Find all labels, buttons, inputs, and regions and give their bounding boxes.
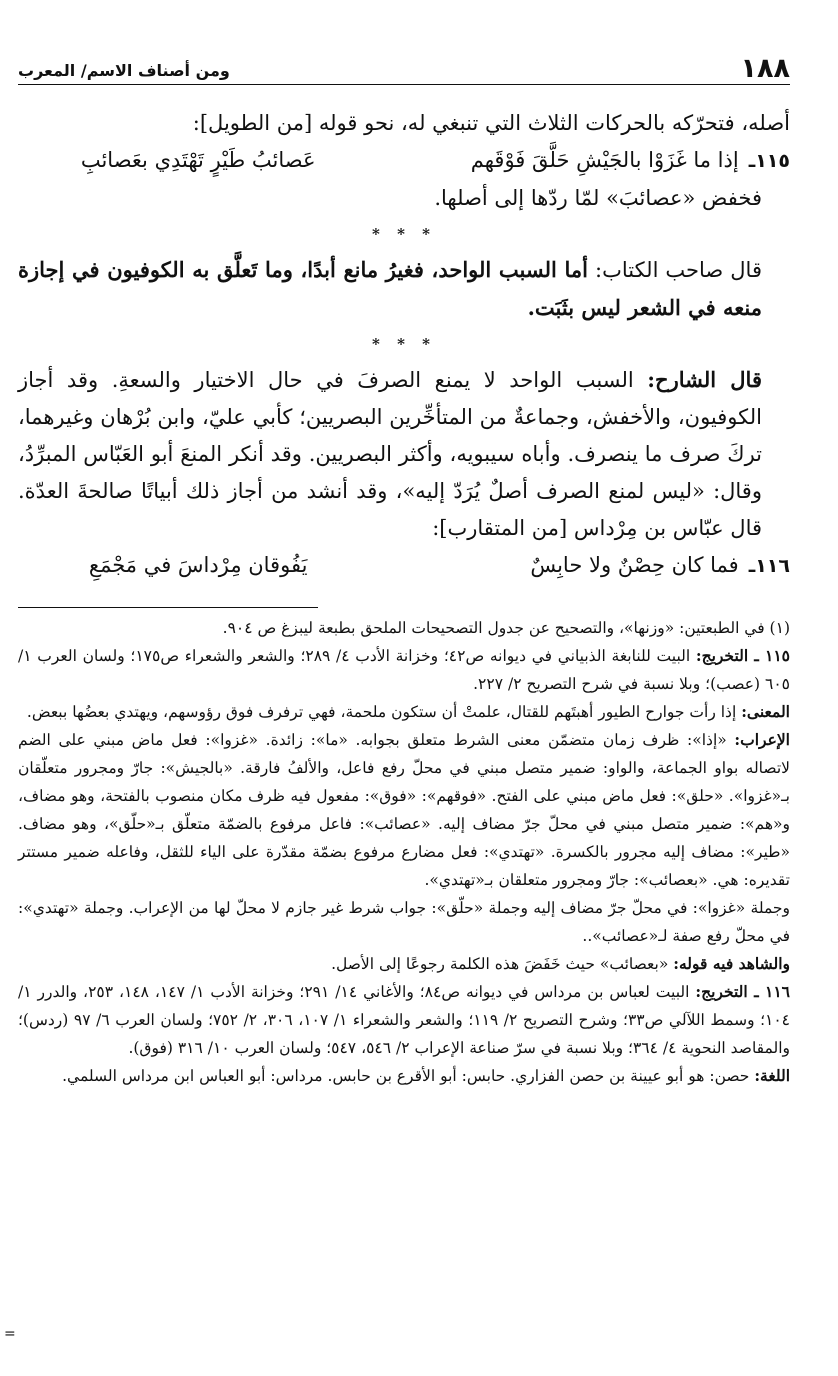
- main-text: [18, 105, 790, 585]
- verse-hemistich-second: يَفُوقان مِرْداسَ في مَجْمَعِ: [88, 553, 308, 577]
- author-quote: [18, 251, 790, 327]
- verse-hemistich-first: إذا ما غَزَوْا بالجَيْشِ حَلَّقَ فَوْقَهم: [470, 148, 739, 172]
- verse-115: [18, 142, 790, 180]
- book-page: [18, 50, 790, 1090]
- page-header: [18, 50, 790, 85]
- sharih-text: السبب الواحد لا يمنع الصرفَ في حال الاختيار والسعةِ. وقد أجاز الكوفيون، والأخفش، وجماعةٌ من المتأخِّرين البصريين؛ كأبي عليّ، وابن بُرْهان وغيرهما، تركَ صرف ما ينصرف. وأباه سيبويه، وأكثر البصريين. وقد أنكر المنعَ أبو العَبّاس المبرِّدُ، وقال: «ليس لمنع الصرف أصلٌ يُرَدّ إليه»، وقد أنشد من أجاز ذلك أبياتًا صالحةَ العدّة. قال عبّاس بن مِرْداس [من المتقارب]:: [18, 368, 762, 540]
- fn-label: ١١٥ ـ التخريج:: [695, 646, 790, 665]
- footnote-115-maana: [18, 698, 790, 726]
- footnote-115-jumla: وجملة «غزوا»: في محلّ جرّ مضاف إليه وجملة «حلّق»: جواب شرط غير جازم لا محلّ لها من الإعراب. وجملة «تهتدي»: في محلّ رفع صفة لـ«عصائب»..: [18, 899, 790, 945]
- fn-text: حصن: هو أبو عيينة بن حصن الفزاري. حابس: أبو الأقرع بن حابس. مرداس: أبو العباس ابن مرداس السلمي.: [62, 1067, 750, 1085]
- footnote-separator: [18, 607, 318, 608]
- author-bold-text: أما السبب الواحد، فغيرُ مانع أبدًا، وما تَعلَّق به الكوفيون في إجازة منعه في الشعر ليس بثَبَت.: [18, 257, 762, 320]
- fn-label: ١١٦ ـ التخريج:: [695, 982, 791, 1001]
- footnote-115-irab: [18, 726, 790, 894]
- footnote-116-lugha: [18, 1062, 790, 1090]
- commentary-paragraph: [18, 361, 790, 547]
- verse-number: ١١٥ـ: [748, 150, 790, 172]
- verse-116: [18, 547, 790, 585]
- fn-label: اللغة:: [754, 1066, 790, 1085]
- footnote-115-takhrij: [18, 642, 790, 698]
- footnotes: [18, 614, 790, 1090]
- verse-hemistich-second: عَصائبُ طَيْرٍ تَهْتَدِي بعَصائبِ: [80, 148, 316, 172]
- page-number: ١٨٨: [740, 53, 790, 84]
- intro-line: أصله، فتحرّكه بالحركات الثلاث التي تنبغي له، نحو قوله [من الطويل]:: [192, 111, 790, 135]
- fn-label: الإعراب:: [734, 730, 790, 749]
- verse-hemistich-first: فما كان حِصْنٌ ولا حابِسٌ: [530, 553, 739, 577]
- footnote-1: (١) في الطبعتين: «وزنها»، والتصحيح عن جدول التصحيحات الملحق بطبعة ليبزغ ص ٩٠٤.: [222, 619, 790, 637]
- running-title: ومن أصناف الاسم/ المعرب: [18, 61, 230, 80]
- fn-label: المعنى:: [741, 702, 790, 721]
- author-lead: قال صاحب الكتاب:: [595, 258, 762, 282]
- fn-text: «بعصائب» حيث خَفَضَ هذه الكلمة رجوعًا إلى الأصل.: [331, 955, 669, 973]
- fn-text: إذا رأت جوارح الطيور أهبتَهم للقتال، علمتْ أن ستكون ملحمة، فهي ترفرف فوق رؤوسهم، ويهتدي بعضُها ببعض.: [26, 703, 737, 721]
- fn-text: البيت لعباس بن مرداس في ديوانه ص٨٤؛ والأغاني ١٤/ ٢٩١؛ وخزانة الأدب ١/ ١٤٧، ١٤٨، ٢٥٣، والدرر ١/ ١٠٤؛ وسمط اللآلي ص٣٣؛ وشرح التصريح ٢/ ١١٩؛ والشعر والشعراء ١/ ١٠٧، ٣٠٦، ٢/ ٧٥٢؛ ولسان العرب ٦/ ٩٧ (ردس)؛ والمقاصد النحوية ٤/ ٣٦٤؛ وبلا نسبة في سرّ صناعة الإعراب ٢/ ٥٤٦، ٥٤٧؛ ولسان العرب ١٠/ ٣١٦ (فوق).: [18, 983, 791, 1057]
- footnote-116-takhrij: [18, 978, 790, 1062]
- after-verse-line: فخفض «عصائبَ» لمّا ردّها إلى أصلها.: [434, 186, 762, 210]
- footnote-115-shahid: [18, 950, 790, 978]
- fn-text: «إذا»: ظرف زمان متضمّن معنى الشرط متعلق بجوابه. «ما»: زائدة. «غزوا»: فعل ماض مبني على الضم لاتصاله بواو الجماعة، والواو: ضمير متصل مبني في محلّ رفع فاعل، والألفُ فارقة. «بالجيش»: جارّ ومجرور متعلّقان بـ«غزوا». «حلق»: فعل ماض مبني على الفتح. «فوقهم»: «فوق»: مفعول فيه ظرف مكان منصوب بالفتحة، وهو مضاف، و«هم»: ضمير متصل مبني في محلّ جرّ مضاف إليه. «عصائب»: فاعل مرفوع بالضمّة متعلّق بـ«حلّق»، وهو مضاف. «طير»: مضاف إليه مجرور بالكسرة. «تهتدي»: فعل مضارع مرفوع بضمّة مقدّرة على الياء للثقل، وفاعله ضمير مستتر تقديره: هي. «بعصائب»: جارّ ومجرور متعلقان بـ«تهتدي».: [18, 731, 790, 889]
- verse-number: ١١٦ـ: [748, 555, 790, 577]
- margin-mark: =: [4, 1326, 16, 1342]
- section-stars: * * *: [372, 225, 436, 243]
- fn-text: البيت للنابغة الذبياني في ديوانه ص٤٢؛ وخزانة الأدب ٤/ ٢٨٩؛ والشعر والشعراء ص١٧٥؛ ولسان العرب ١/ ٦٠٥ (عصب)؛ وبلا نسبة في شرح التصريح ٢/ ٢٢٧.: [18, 647, 790, 693]
- section-stars: * * *: [372, 335, 436, 353]
- sharih-lead: قال الشارح:: [647, 367, 762, 392]
- fn-label: والشاهد فيه قوله:: [673, 954, 790, 973]
